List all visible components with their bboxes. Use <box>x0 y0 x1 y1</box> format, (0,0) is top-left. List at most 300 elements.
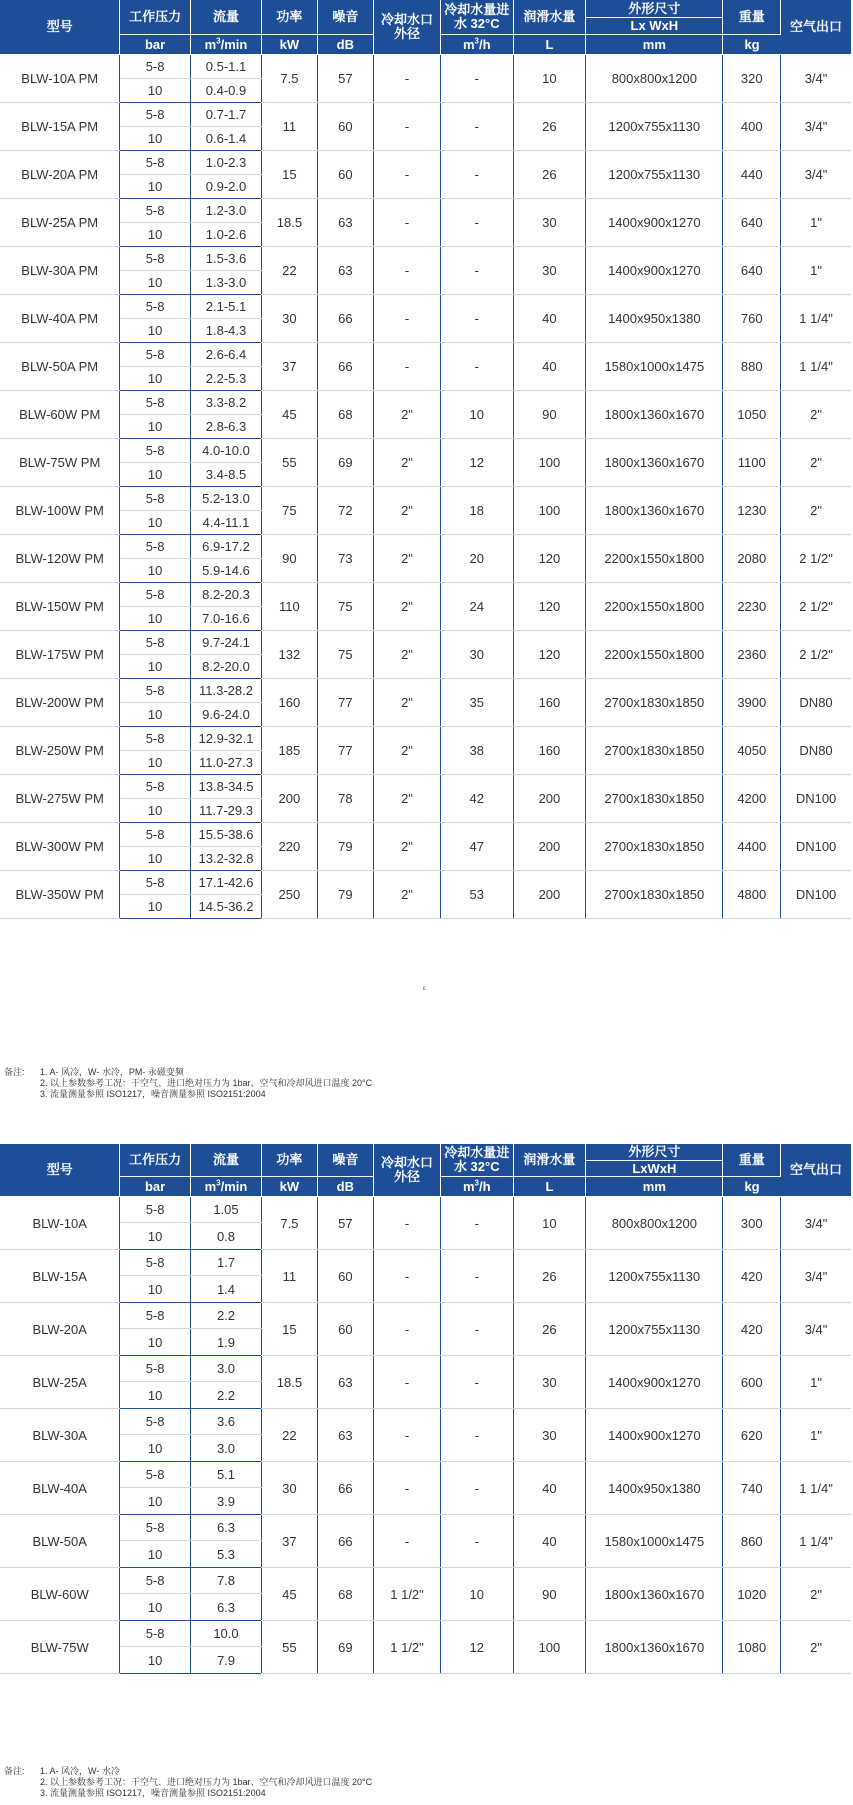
model-cell: BLW-30A PM <box>0 247 120 295</box>
power-cell: 250 <box>262 871 317 919</box>
model-cell: BLW-120W PM <box>0 535 120 583</box>
dimensions-cell: 1200x755x1130 <box>586 1250 723 1303</box>
flow-cell: 1.0-2.6 <box>190 223 261 247</box>
lubricant-cell: 40 <box>513 1462 586 1515</box>
flow-cell: 11.7-29.3 <box>190 799 261 823</box>
pressure-cell: 10 <box>120 319 190 343</box>
noise-cell: 75 <box>317 631 374 679</box>
cooling-water-cell: - <box>440 295 513 343</box>
lubricant-cell: 10 <box>513 55 586 103</box>
lubricant-cell: 120 <box>513 583 586 631</box>
lubricant-cell: 100 <box>513 487 586 535</box>
power-cell: 55 <box>262 439 317 487</box>
dimensions-cell: 1800x1360x1670 <box>586 1621 723 1674</box>
lubricant-cell: 120 <box>513 535 586 583</box>
noise-cell: 60 <box>317 1250 374 1303</box>
noise-cell: 60 <box>317 1303 374 1356</box>
pressure-cell: 10 <box>120 79 190 103</box>
cooling-water-cell: 38 <box>440 727 513 775</box>
pressure-cell: 5-8 <box>120 487 190 511</box>
unit-dimensions: mm <box>586 35 723 55</box>
lubricant-cell: 100 <box>513 1621 586 1674</box>
lubricant-cell: 40 <box>513 1515 586 1568</box>
air-outlet-cell: 1" <box>781 1409 851 1462</box>
pressure-cell: 5-8 <box>120 391 190 415</box>
table-row <box>0 199 851 223</box>
air-outlet-cell: 1 1/4" <box>781 1515 851 1568</box>
cooling-water-cell: - <box>440 343 513 391</box>
table-row <box>0 1621 851 1647</box>
cooling-port-cell: - <box>374 295 441 343</box>
pressure-cell: 5-8 <box>120 535 190 559</box>
cooling-port-cell: - <box>374 247 441 295</box>
air-outlet-cell: 2" <box>781 1568 851 1621</box>
flow-cell: 0.4-0.9 <box>190 79 261 103</box>
dimensions-cell: 2200x1550x1800 <box>586 535 723 583</box>
weight-cell: 620 <box>723 1409 781 1462</box>
pressure-cell: 5-8 <box>120 1303 190 1329</box>
flow-cell: 10.0 <box>190 1621 261 1647</box>
flow-cell: 11.0-27.3 <box>190 751 261 775</box>
lubricant-cell: 100 <box>513 439 586 487</box>
model-cell: BLW-20A <box>0 1303 120 1356</box>
noise-cell: 66 <box>317 343 374 391</box>
model-cell: BLW-350W PM <box>0 871 120 919</box>
weight-cell: 740 <box>723 1462 781 1515</box>
flow-cell: 2.2 <box>190 1303 261 1329</box>
flow-cell: 4.4-11.1 <box>190 511 261 535</box>
dimensions-cell: 2700x1830x1850 <box>586 823 723 871</box>
pressure-cell: 5-8 <box>120 55 190 79</box>
pressure-cell: 10 <box>120 895 190 919</box>
cooling-port-cell: - <box>374 1303 441 1356</box>
power-cell: 15 <box>262 151 317 199</box>
col-air-outlet: 空气出口 <box>781 0 851 55</box>
lubricant-cell: 30 <box>513 247 586 295</box>
col-pressure: 工作压力 <box>120 0 190 35</box>
lubricant-cell: 90 <box>513 1568 586 1621</box>
noise-cell: 77 <box>317 679 374 727</box>
table-row <box>0 679 851 703</box>
pressure-cell: 10 <box>120 1382 190 1409</box>
cooling-port-cell: - <box>374 1409 441 1462</box>
air-outlet-cell: 3/4" <box>781 1303 851 1356</box>
model-cell: BLW-15A PM <box>0 103 120 151</box>
dimensions-cell: 1400x900x1270 <box>586 247 723 295</box>
cooling-port-cell: 2" <box>374 775 441 823</box>
pressure-cell: 5-8 <box>120 871 190 895</box>
pressure-cell: 5-8 <box>120 583 190 607</box>
power-cell: 132 <box>262 631 317 679</box>
cooling-water-cell: - <box>440 1303 513 1356</box>
pressure-cell: 10 <box>120 1647 190 1674</box>
model-cell: BLW-40A PM <box>0 295 120 343</box>
pressure-cell: 10 <box>120 127 190 151</box>
power-cell: 160 <box>262 679 317 727</box>
lubricant-cell: 26 <box>513 1303 586 1356</box>
cooling-water-cell: 20 <box>440 535 513 583</box>
air-outlet-cell: 2" <box>781 1621 851 1674</box>
weight-cell: 300 <box>723 1197 781 1250</box>
lubricant-cell: 200 <box>513 823 586 871</box>
unit-dimensions: mm <box>586 1177 723 1197</box>
weight-cell: 640 <box>723 247 781 295</box>
pressure-cell: 10 <box>120 1488 190 1515</box>
air-outlet-cell: 1" <box>781 247 851 295</box>
dimensions-cell: 2700x1830x1850 <box>586 679 723 727</box>
weight-cell: 860 <box>723 1515 781 1568</box>
air-outlet-cell: 3/4" <box>781 1250 851 1303</box>
pressure-cell: 10 <box>120 559 190 583</box>
flow-cell: 11.3-28.2 <box>190 679 261 703</box>
weight-cell: 4800 <box>723 871 781 919</box>
model-cell: BLW-25A PM <box>0 199 120 247</box>
flow-cell: 9.6-24.0 <box>190 703 261 727</box>
flow-cell: 17.1-42.6 <box>190 871 261 895</box>
flow-cell: 1.8-4.3 <box>190 319 261 343</box>
pressure-cell: 10 <box>120 271 190 295</box>
unit-lubricant: L <box>513 1177 586 1197</box>
unit-lubricant: L <box>513 35 586 55</box>
model-cell: BLW-250W PM <box>0 727 120 775</box>
air-outlet-cell: 2 1/2" <box>781 535 851 583</box>
unit-pressure: bar <box>120 35 190 55</box>
weight-cell: 420 <box>723 1250 781 1303</box>
flow-cell: 4.0-10.0 <box>190 439 261 463</box>
air-outlet-cell: DN80 <box>781 727 851 775</box>
power-cell: 22 <box>262 1409 317 1462</box>
flow-cell: 7.8 <box>190 1568 261 1594</box>
flow-cell: 5.2-13.0 <box>190 487 261 511</box>
cooling-port-cell: 2" <box>374 631 441 679</box>
notes-standard <box>4 1766 844 1802</box>
unit-weight: kg <box>723 1177 781 1197</box>
col-pressure: 工作压力 <box>120 1144 190 1177</box>
cooling-water-cell: 35 <box>440 679 513 727</box>
note-line: 2. 以上参数参考工况：干空气、进口绝对压力为 1bar、空气和冷却风进口温度 20°C <box>40 1078 373 1088</box>
cooling-water-cell: 53 <box>440 871 513 919</box>
dimensions-cell: 1800x1360x1670 <box>586 391 723 439</box>
dimensions-cell: 1580x1000x1475 <box>586 1515 723 1568</box>
model-cell: BLW-200W PM <box>0 679 120 727</box>
cooling-water-cell: 42 <box>440 775 513 823</box>
air-outlet-cell: 2" <box>781 391 851 439</box>
weight-cell: 2080 <box>723 535 781 583</box>
flow-cell: 5.1 <box>190 1462 261 1488</box>
table-row <box>0 535 851 559</box>
model-cell: BLW-300W PM <box>0 823 120 871</box>
air-outlet-cell: 3/4" <box>781 1197 851 1250</box>
dimensions-cell: 2200x1550x1800 <box>586 583 723 631</box>
col-power: 功率 <box>262 1144 317 1177</box>
weight-cell: 420 <box>723 1303 781 1356</box>
model-cell: BLW-30A <box>0 1409 120 1462</box>
col-model: 型号 <box>0 0 120 55</box>
cooling-port-cell: 1 1/2" <box>374 1568 441 1621</box>
table-row <box>0 247 851 271</box>
flow-cell: 7.0-16.6 <box>190 607 261 631</box>
noise-cell: 75 <box>317 583 374 631</box>
lubricant-cell: 26 <box>513 151 586 199</box>
power-cell: 37 <box>262 1515 317 1568</box>
weight-cell: 440 <box>723 151 781 199</box>
pressure-cell: 5-8 <box>120 295 190 319</box>
unit-flow: $m^3/\min$ <box>190 1177 261 1197</box>
lubricant-cell: 40 <box>513 295 586 343</box>
cooling-water-cell: 47 <box>440 823 513 871</box>
noise-cell: 66 <box>317 1462 374 1515</box>
col-flow: 流量 <box>190 0 261 35</box>
dimensions-cell: 2700x1830x1850 <box>586 775 723 823</box>
flow-cell: 8.2-20.3 <box>190 583 261 607</box>
power-cell: 7.5 <box>262 1197 317 1250</box>
dimensions-cell: 1400x900x1270 <box>586 199 723 247</box>
flow-cell: 1.4 <box>190 1276 261 1303</box>
lubricant-cell: 30 <box>513 199 586 247</box>
noise-cell: 68 <box>317 1568 374 1621</box>
pressure-cell: 10 <box>120 1594 190 1621</box>
lubricant-cell: 30 <box>513 1409 586 1462</box>
weight-cell: 3900 <box>723 679 781 727</box>
flow-cell: 3.3-8.2 <box>190 391 261 415</box>
pressure-cell: 5-8 <box>120 679 190 703</box>
cooling-water-cell: - <box>440 1515 513 1568</box>
air-outlet-cell: 3/4" <box>781 103 851 151</box>
model-cell: BLW-15A <box>0 1250 120 1303</box>
flow-cell: 8.2-20.0 <box>190 655 261 679</box>
flow-cell: 1.5-3.6 <box>190 247 261 271</box>
pressure-cell: 5-8 <box>120 1356 190 1382</box>
cooling-port-cell: - <box>374 103 441 151</box>
pressure-cell: 10 <box>120 1329 190 1356</box>
flow-cell: 0.9-2.0 <box>190 175 261 199</box>
air-outlet-cell: 1 1/4" <box>781 343 851 391</box>
power-cell: 15 <box>262 1303 317 1356</box>
dimensions-cell: 1200x755x1130 <box>586 103 723 151</box>
cooling-port-cell: - <box>374 1250 441 1303</box>
pressure-cell: 10 <box>120 415 190 439</box>
dimensions-cell: 1200x755x1130 <box>586 1303 723 1356</box>
col-noise: 噪音 <box>317 1144 374 1177</box>
air-outlet-cell: 1" <box>781 199 851 247</box>
dimensions-cell: 1400x900x1270 <box>586 1409 723 1462</box>
flow-cell: 13.2-32.8 <box>190 847 261 871</box>
lubricant-cell: 90 <box>513 391 586 439</box>
pressure-cell: 5-8 <box>120 439 190 463</box>
noise-cell: 57 <box>317 55 374 103</box>
weight-cell: 4050 <box>723 727 781 775</box>
flow-cell: 15.5-38.6 <box>190 823 261 847</box>
pressure-cell: 5-8 <box>120 775 190 799</box>
flow-cell: 2.8-6.3 <box>190 415 261 439</box>
noise-cell: 63 <box>317 1409 374 1462</box>
power-cell: 7.5 <box>262 55 317 103</box>
col-weight: 重量 <box>723 1144 781 1177</box>
model-cell: BLW-150W PM <box>0 583 120 631</box>
air-outlet-cell: 1" <box>781 1356 851 1409</box>
noise-cell: 78 <box>317 775 374 823</box>
table-row <box>0 823 851 847</box>
note-line: 3. 流量测量参照 ISO1217，噪音测量参照 ISO2151:2004 <box>40 1788 266 1798</box>
table-row <box>0 103 851 127</box>
noise-cell: 73 <box>317 535 374 583</box>
flow-cell: 6.3 <box>190 1515 261 1541</box>
noise-cell: 66 <box>317 1515 374 1568</box>
cooling-water-cell: 10 <box>440 1568 513 1621</box>
weight-cell: 880 <box>723 343 781 391</box>
flow-cell: 14.5-36.2 <box>190 895 261 919</box>
pressure-cell: 5-8 <box>120 199 190 223</box>
lubricant-cell: 26 <box>513 103 586 151</box>
weight-cell: 600 <box>723 1356 781 1409</box>
col-dimensions-sub: Lx WxH <box>630 18 679 33</box>
air-outlet-cell: DN80 <box>781 679 851 727</box>
col-model: 型号 <box>0 1144 120 1197</box>
table-row <box>0 631 851 655</box>
flow-cell: 1.3-3.0 <box>190 271 261 295</box>
pressure-cell: 10 <box>120 751 190 775</box>
pressure-cell: 5-8 <box>120 151 190 175</box>
cooling-water-cell: - <box>440 1250 513 1303</box>
air-outlet-cell: DN100 <box>781 775 851 823</box>
pressure-cell: 10 <box>120 1541 190 1568</box>
pressure-cell: 10 <box>120 799 190 823</box>
table-row <box>0 151 851 175</box>
power-cell: 200 <box>262 775 317 823</box>
unit-noise: dB <box>317 35 374 55</box>
pressure-cell: 5-8 <box>120 631 190 655</box>
model-cell: BLW-10A <box>0 1197 120 1250</box>
pressure-cell: 5-8 <box>120 1462 190 1488</box>
cooling-port-cell: - <box>374 151 441 199</box>
cooling-water-cell: 10 <box>440 391 513 439</box>
flow-cell: 1.0-2.3 <box>190 151 261 175</box>
pressure-cell: 10 <box>120 223 190 247</box>
flow-cell: 3.9 <box>190 1488 261 1515</box>
cooling-water-cell: 12 <box>440 439 513 487</box>
model-cell: BLW-50A <box>0 1515 120 1568</box>
pressure-cell: 5-8 <box>120 1515 190 1541</box>
power-cell: 55 <box>262 1621 317 1674</box>
pressure-cell: 5-8 <box>120 247 190 271</box>
table-row <box>0 391 851 415</box>
cooling-water-cell: - <box>440 103 513 151</box>
lubricant-cell: 120 <box>513 631 586 679</box>
unit-cooling-water: $m^3/h$ <box>440 1177 513 1197</box>
table-row <box>0 1250 851 1276</box>
spec-table-standard <box>0 1144 851 1674</box>
pressure-cell: 10 <box>120 1223 190 1250</box>
model-cell: BLW-50A PM <box>0 343 120 391</box>
flow-cell: 0.7-1.7 <box>190 103 261 127</box>
cooling-port-cell: - <box>374 1356 441 1409</box>
table-row <box>0 487 851 511</box>
noise-cell: 63 <box>317 247 374 295</box>
col-power: 功率 <box>262 0 317 35</box>
table-row <box>0 1197 851 1223</box>
cooling-port-cell: 2" <box>374 391 441 439</box>
flow-cell: 9.7-24.1 <box>190 631 261 655</box>
lubricant-cell: 160 <box>513 679 586 727</box>
dimensions-cell: 1800x1360x1670 <box>586 487 723 535</box>
flow-cell: 2.2 <box>190 1382 261 1409</box>
power-cell: 185 <box>262 727 317 775</box>
note-line: 1. A- 风冷，W- 水冷，PM- 永磁变频 <box>40 1067 184 1077</box>
dimensions-cell: 1200x755x1130 <box>586 151 723 199</box>
table-row <box>0 1356 851 1382</box>
pressure-cell: 10 <box>120 655 190 679</box>
model-cell: BLW-40A <box>0 1462 120 1515</box>
weight-cell: 1100 <box>723 439 781 487</box>
table-row <box>0 55 851 79</box>
noise-cell: 63 <box>317 1356 374 1409</box>
cooling-water-cell: 18 <box>440 487 513 535</box>
cooling-water-cell: 12 <box>440 1621 513 1674</box>
col-dimensions <box>586 1144 723 1177</box>
table-row <box>0 295 851 319</box>
noise-cell: 77 <box>317 727 374 775</box>
unit-weight: kg <box>723 35 781 55</box>
table-row <box>0 727 851 751</box>
pressure-cell: 10 <box>120 1276 190 1303</box>
cooling-port-cell: - <box>374 1515 441 1568</box>
col-dimensions-sub: LxWxH <box>632 1161 677 1176</box>
dimensions-cell: 800x800x1200 <box>586 1197 723 1250</box>
col-cooling-port: 冷却水口外径 <box>374 0 441 55</box>
unit-cooling-water: $m^3/h$ <box>440 35 513 55</box>
flow-cell: 3.6 <box>190 1409 261 1435</box>
model-cell: BLW-75W <box>0 1621 120 1674</box>
air-outlet-cell: 2" <box>781 487 851 535</box>
dimensions-cell: 1400x950x1380 <box>586 295 723 343</box>
weight-cell: 400 <box>723 103 781 151</box>
power-cell: 22 <box>262 247 317 295</box>
pressure-cell: 10 <box>120 703 190 727</box>
air-outlet-cell: 2" <box>781 439 851 487</box>
cooling-port-cell: 2" <box>374 535 441 583</box>
table-row <box>0 343 851 367</box>
dimensions-cell: 800x800x1200 <box>586 55 723 103</box>
cooling-water-cell: - <box>440 55 513 103</box>
model-cell: BLW-25A <box>0 1356 120 1409</box>
weight-cell: 1020 <box>723 1568 781 1621</box>
col-weight: 重量 <box>723 0 781 35</box>
col-lubricant: 润滑水量 <box>513 0 586 35</box>
dimensions-cell: 1580x1000x1475 <box>586 343 723 391</box>
cooling-port-cell: - <box>374 343 441 391</box>
noise-cell: 60 <box>317 151 374 199</box>
power-cell: 11 <box>262 103 317 151</box>
table-body <box>0 55 851 919</box>
air-outlet-cell: 3/4" <box>781 151 851 199</box>
unit-noise: dB <box>317 1177 374 1197</box>
flow-cell: 5.9-14.6 <box>190 559 261 583</box>
cooling-water-cell: - <box>440 151 513 199</box>
weight-cell: 1050 <box>723 391 781 439</box>
cooling-port-cell: 2" <box>374 871 441 919</box>
pressure-cell: 10 <box>120 367 190 391</box>
flow-cell: 3.0 <box>190 1435 261 1462</box>
air-outlet-cell: 1 1/4" <box>781 295 851 343</box>
lubricant-cell: 200 <box>513 871 586 919</box>
weight-cell: 2360 <box>723 631 781 679</box>
dimensions-cell: 1800x1360x1670 <box>586 1568 723 1621</box>
lubricant-cell: 200 <box>513 775 586 823</box>
flow-cell: 1.7 <box>190 1250 261 1276</box>
lubricant-cell: 26 <box>513 1250 586 1303</box>
lubricant-cell: 10 <box>513 1197 586 1250</box>
table-row <box>0 871 851 895</box>
